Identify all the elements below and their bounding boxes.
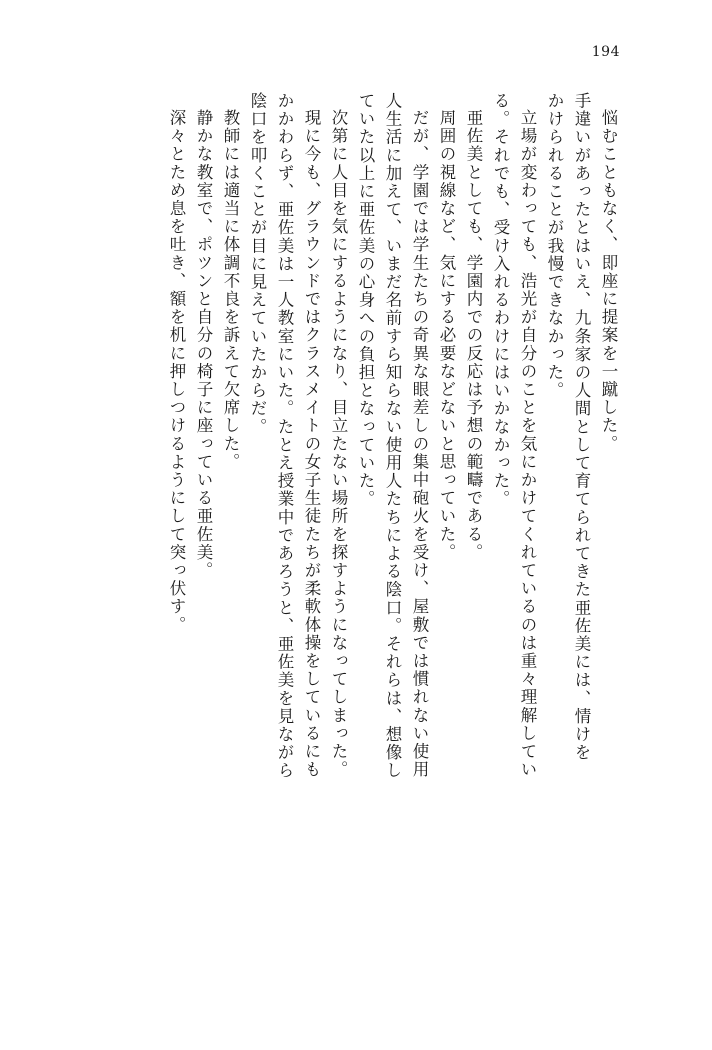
text-line: かけられることが我慢できなかった。 <box>545 92 564 400</box>
text-line: 立場が変わっても、浩光が自分のことを気にかけてくれているのは重々理解してい <box>518 109 537 779</box>
text-line: 悩むこともなく、即座に提案を一蹴した。 <box>599 109 618 453</box>
text-line: 手違いがあったとはいえ、九条家の人間として育てられてきた亜佐美には、情けを <box>572 92 591 762</box>
text-line: だが、学園では学生たちの奇異な眼差しの集中砲火を受け、屋敷では慣れない使用 <box>410 109 429 779</box>
page-number: 194 <box>591 44 620 60</box>
vertical-text-body <box>96 92 616 972</box>
text-line: 深々とため息を吐き、額を机に押しつけるようにして突っ伏す。 <box>167 109 186 634</box>
text-line: 人生活に加えて、いまだ名前すら知らない使用人たちによる陰口。それらは、想像し <box>383 92 402 780</box>
text-line: 陰口を叩くことが目に見えていたからだ。 <box>248 92 267 436</box>
text-line: 亜佐美としても、学園内での反応は予想の範疇である。 <box>464 109 483 562</box>
text-line: 静かな教室で、ポツンと自分の椅子に座っている亜佐美。 <box>194 109 213 580</box>
text-line: ていた以上に亜佐美の心身への負担となっていた。 <box>356 92 375 509</box>
text-line: 次第に人目を気にするようになり、目立たない場所を探すようになってしまった。 <box>329 109 348 779</box>
text-line: 教師には適当に体調不良を訴えて欠席した。 <box>221 109 240 471</box>
text-line: かかわらず、亜佐美は一人教室にいた。たとえ授業中であろうと、亜佐美を見ながら <box>275 92 294 780</box>
text-line: 周囲の視線など、気にする必要などないと思っていた。 <box>437 109 456 562</box>
text-line: る。それでも、受け入れるわけにはいかなかった。 <box>491 92 510 509</box>
text-line: 現に今も、グラウンドではクラスメイトの女子生徒たちが柔軟体操をしているにも <box>302 109 321 779</box>
